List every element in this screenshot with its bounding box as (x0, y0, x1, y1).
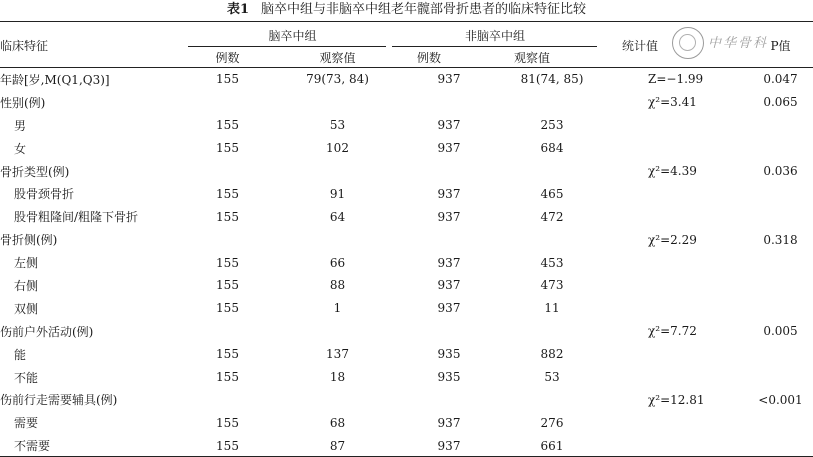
stroke-observed (255, 160, 420, 183)
p-value (748, 205, 813, 228)
table-row (0, 182, 813, 205)
stroke-count: 155 (216, 415, 239, 430)
stroke-count: 155 (216, 141, 239, 156)
table-title: 脑卒中组与非脑卒中组老年髋部骨折患者的临床特征比较 (261, 2, 587, 17)
row-label: 性别(例) (0, 95, 46, 110)
statistic (626, 205, 748, 228)
p-value (748, 411, 813, 434)
top-rule (0, 21, 813, 22)
non-stroke-count: 937 (437, 415, 461, 430)
non-stroke-observed (478, 160, 626, 183)
non-stroke-observed: 11 (544, 301, 560, 316)
table-row (0, 228, 813, 251)
p-value: <0.001 (758, 392, 803, 407)
table-caption (0, 0, 813, 20)
statistic: χ²=4.39 (648, 164, 697, 178)
row-label: 股骨粗隆间/粗隆下骨折 (14, 210, 139, 225)
stroke-count (200, 228, 255, 251)
non-stroke-count: 937 (437, 255, 461, 270)
statistic (626, 137, 748, 160)
table-row (0, 137, 813, 160)
data-table (0, 68, 813, 457)
p-value: 0.318 (763, 232, 798, 247)
stroke-observed: 102 (326, 141, 349, 156)
p-value (748, 182, 813, 205)
non-stroke-observed (478, 320, 626, 343)
non-stroke-count (420, 228, 478, 251)
stroke-count (200, 91, 255, 114)
table-row (0, 160, 813, 183)
non-stroke-count: 937 (437, 72, 461, 87)
non-stroke-observed: 253 (540, 118, 564, 133)
header-non-stroke-group: 非脑卒中组 (464, 29, 525, 43)
table-row (0, 411, 813, 434)
statistic (626, 366, 748, 389)
table-number: 表1 (226, 2, 250, 17)
row-label: 左侧 (14, 256, 39, 271)
p-value (748, 114, 813, 137)
table-row (0, 91, 813, 114)
stroke-observed (255, 388, 420, 411)
stroke-observed (255, 320, 420, 343)
non-stroke-observed: 472 (540, 209, 564, 224)
stroke-observed: 18 (329, 370, 346, 385)
row-label: 女 (14, 141, 27, 156)
statistic (626, 434, 748, 457)
table-body (0, 68, 813, 457)
non-stroke-observed: 465 (540, 186, 564, 201)
non-stroke-observed: 684 (540, 141, 564, 156)
p-value (748, 434, 813, 457)
watermark-text: 中华骨科 (708, 36, 769, 51)
stroke-observed: 79(73, 84) (306, 72, 369, 87)
stroke-count: 155 (216, 370, 239, 385)
non-stroke-observed (478, 91, 626, 114)
statistic (626, 343, 748, 366)
statistic (626, 274, 748, 297)
stroke-group-rule (188, 46, 386, 47)
non-stroke-observed (478, 228, 626, 251)
table-row (0, 251, 813, 274)
stroke-observed: 64 (329, 209, 346, 224)
header-count-1: 例数 (215, 51, 240, 65)
header-count-2: 例数 (416, 51, 441, 65)
non-stroke-observed: 661 (540, 438, 564, 453)
p-value (748, 251, 813, 274)
stroke-observed: 68 (329, 415, 346, 430)
statistic (626, 114, 748, 137)
row-label: 伤前行走需要辅具(例) (0, 393, 118, 408)
table-row (0, 388, 813, 411)
statistic: χ²=3.41 (648, 95, 697, 110)
stroke-count: 155 (216, 186, 239, 201)
non-stroke-observed: 453 (540, 255, 564, 270)
stroke-count: 155 (216, 209, 239, 224)
p-value: 0.005 (763, 324, 798, 339)
stroke-count: 155 (216, 347, 239, 362)
statistic: Z=−1.99 (648, 72, 704, 87)
row-label: 双侧 (14, 301, 39, 316)
row-label: 股骨颈骨折 (14, 187, 75, 202)
stroke-count: 155 (216, 278, 239, 293)
non-stroke-count: 937 (437, 438, 461, 453)
header-stat: 统计值 (622, 39, 659, 53)
stroke-observed: 66 (329, 255, 346, 270)
header-stroke-group: 脑卒中组 (268, 29, 317, 43)
stroke-count: 155 (216, 301, 239, 316)
header-observed-2: 观察值 (513, 51, 550, 65)
table-row (0, 68, 813, 91)
statistic (626, 251, 748, 274)
stroke-count: 155 (216, 438, 239, 453)
non-stroke-group-rule (392, 46, 597, 47)
non-stroke-observed: 473 (540, 278, 564, 293)
table-row (0, 114, 813, 137)
p-value: 0.036 (763, 164, 798, 178)
non-stroke-count: 937 (437, 278, 461, 293)
stroke-observed: 91 (329, 186, 346, 201)
p-value (748, 343, 813, 366)
seal-icon (672, 27, 704, 59)
non-stroke-count: 935 (437, 370, 461, 385)
non-stroke-observed: 53 (544, 370, 560, 385)
stroke-count: 155 (216, 72, 239, 87)
non-stroke-observed (478, 388, 626, 411)
row-label: 骨折侧(例) (0, 233, 58, 248)
non-stroke-count: 937 (437, 186, 461, 201)
stroke-count (200, 160, 255, 183)
header-p: P值 (770, 39, 791, 53)
row-label: 男 (14, 118, 27, 133)
row-label: 能 (14, 347, 27, 362)
non-stroke-count (420, 320, 478, 343)
p-value (748, 274, 813, 297)
non-stroke-count (420, 160, 478, 183)
stroke-observed (255, 228, 420, 251)
non-stroke-observed: 882 (540, 347, 564, 362)
table-row (0, 205, 813, 228)
table-row (0, 274, 813, 297)
stroke-observed: 88 (329, 278, 346, 293)
stroke-observed: 87 (329, 438, 346, 453)
stroke-observed: 1 (333, 301, 342, 316)
row-label: 不能 (14, 370, 39, 385)
statistic (626, 297, 748, 320)
non-stroke-count: 937 (437, 301, 461, 316)
row-label: 需要 (14, 416, 39, 431)
statistic (626, 411, 748, 434)
row-label: 骨折类型(例) (0, 164, 70, 179)
statistic: χ²=7.72 (648, 324, 697, 339)
row-label: 年龄[岁,M(Q1,Q3)] (0, 72, 110, 87)
table-row (0, 320, 813, 343)
non-stroke-count: 937 (437, 209, 461, 224)
non-stroke-observed: 81(74, 85) (520, 72, 584, 87)
row-label: 伤前户外活动(例) (0, 324, 94, 339)
non-stroke-count: 935 (437, 347, 461, 362)
row-label: 不需要 (14, 439, 51, 454)
p-value (748, 366, 813, 389)
stroke-count (200, 320, 255, 343)
table-row (0, 343, 813, 366)
non-stroke-count (420, 388, 478, 411)
p-value (748, 297, 813, 320)
table-row (0, 434, 813, 457)
non-stroke-count: 937 (437, 141, 461, 156)
table-row (0, 297, 813, 320)
stroke-observed: 53 (329, 118, 346, 133)
stroke-count: 155 (216, 255, 239, 270)
statistic: χ²=2.29 (648, 232, 697, 247)
p-value: 0.047 (763, 72, 798, 87)
non-stroke-count: 937 (437, 118, 461, 133)
stroke-count: 155 (216, 118, 239, 133)
p-value: 0.065 (763, 95, 798, 110)
non-stroke-observed: 276 (540, 415, 564, 430)
p-value (748, 137, 813, 160)
non-stroke-count (420, 91, 478, 114)
statistic (626, 182, 748, 205)
header-observed-1: 观察值 (319, 51, 356, 65)
row-label: 右侧 (14, 278, 39, 293)
stroke-count (200, 388, 255, 411)
table-row (0, 366, 813, 389)
header-feature: 临床特征 (0, 39, 49, 53)
stroke-observed: 137 (326, 347, 349, 362)
statistic: χ²=12.81 (648, 392, 705, 407)
stroke-observed (255, 91, 420, 114)
